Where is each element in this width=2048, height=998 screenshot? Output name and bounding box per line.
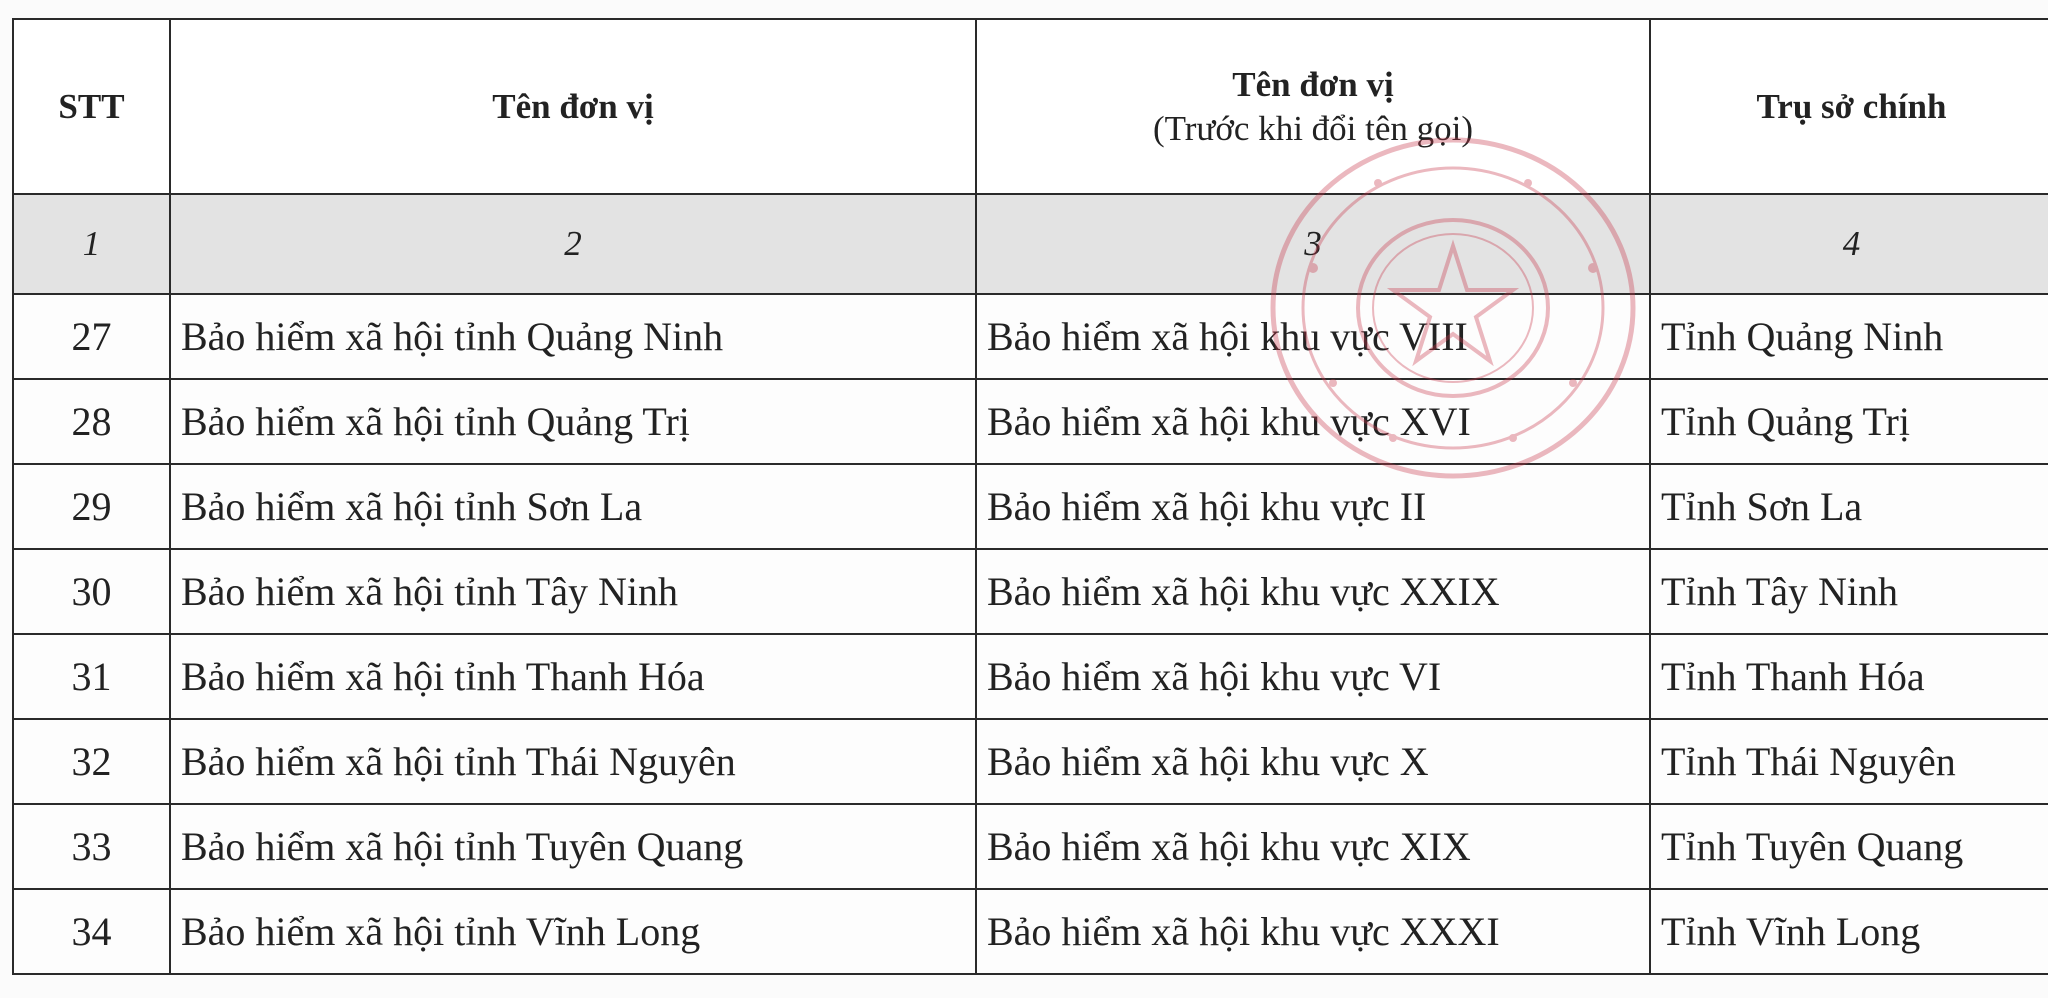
column-number-row [13, 194, 2048, 294]
table-row [13, 634, 2048, 719]
cell-stt: 27 [13, 294, 170, 379]
cell-headquarters: Tỉnh Sơn La [1650, 464, 2048, 549]
cell-stt: 29 [13, 464, 170, 549]
cell-headquarters: Tỉnh Vĩnh Long [1650, 889, 2048, 974]
cell-former-name: Bảo hiểm xã hội khu vực XXIX [976, 549, 1650, 634]
cell-unit-name: Bảo hiểm xã hội tỉnh Tây Ninh [170, 549, 976, 634]
cell-former-name: Bảo hiểm xã hội khu vực XIX [976, 804, 1650, 889]
cell-unit-name: Bảo hiểm xã hội tỉnh Quảng Trị [170, 379, 976, 464]
table-row [13, 464, 2048, 549]
cell-headquarters: Tỉnh Quảng Ninh [1650, 294, 2048, 379]
cell-stt: 33 [13, 804, 170, 889]
column-number: 4 [1650, 194, 2048, 294]
cell-headquarters: Tỉnh Thái Nguyên [1650, 719, 2048, 804]
header-unit-name: Tên đơn vị [170, 19, 976, 194]
cell-unit-name: Bảo hiểm xã hội tỉnh Thái Nguyên [170, 719, 976, 804]
cell-headquarters: Tỉnh Tây Ninh [1650, 549, 2048, 634]
header-stt: STT [13, 19, 170, 194]
cell-unit-name: Bảo hiểm xã hội tỉnh Quảng Ninh [170, 294, 976, 379]
column-number: 2 [170, 194, 976, 294]
header-row [13, 19, 2048, 194]
header-former-subtitle: (Trước khi đổi tên gọi) [1152, 108, 1474, 148]
cell-headquarters: Tỉnh Thanh Hóa [1650, 634, 2048, 719]
table-row [13, 889, 2048, 974]
table-row [13, 804, 2048, 889]
cell-stt: 34 [13, 889, 170, 974]
table-row [13, 719, 2048, 804]
cell-stt: 32 [13, 719, 170, 804]
cell-unit-name: Bảo hiểm xã hội tỉnh Sơn La [170, 464, 976, 549]
header-former-name: Tên đơn vị (Trước khi đổi tên gọi) [976, 19, 1650, 194]
cell-former-name: Bảo hiểm xã hội khu vực VI [976, 634, 1650, 719]
column-number: 3 [976, 194, 1650, 294]
cell-stt: 31 [13, 634, 170, 719]
cell-headquarters: Tỉnh Tuyên Quang [1650, 804, 2048, 889]
cell-unit-name: Bảo hiểm xã hội tỉnh Thanh Hóa [170, 634, 976, 719]
cell-stt: 30 [13, 549, 170, 634]
table-row [13, 379, 2048, 464]
units-table [12, 18, 2048, 975]
table-row [13, 294, 2048, 379]
table-row [13, 549, 2048, 634]
cell-stt: 28 [13, 379, 170, 464]
cell-former-name: Bảo hiểm xã hội khu vực VIII [976, 294, 1650, 379]
cell-former-name: Bảo hiểm xã hội khu vực XXXI [976, 889, 1650, 974]
cell-former-name: Bảo hiểm xã hội khu vực II [976, 464, 1650, 549]
cell-unit-name: Bảo hiểm xã hội tỉnh Vĩnh Long [170, 889, 976, 974]
column-number: 1 [13, 194, 170, 294]
header-headquarters: Trụ sở chính [1650, 19, 2048, 194]
cell-former-name: Bảo hiểm xã hội khu vực X [976, 719, 1650, 804]
cell-unit-name: Bảo hiểm xã hội tỉnh Tuyên Quang [170, 804, 976, 889]
cell-former-name: Bảo hiểm xã hội khu vực XVI [976, 379, 1650, 464]
cell-headquarters: Tỉnh Quảng Trị [1650, 379, 2048, 464]
